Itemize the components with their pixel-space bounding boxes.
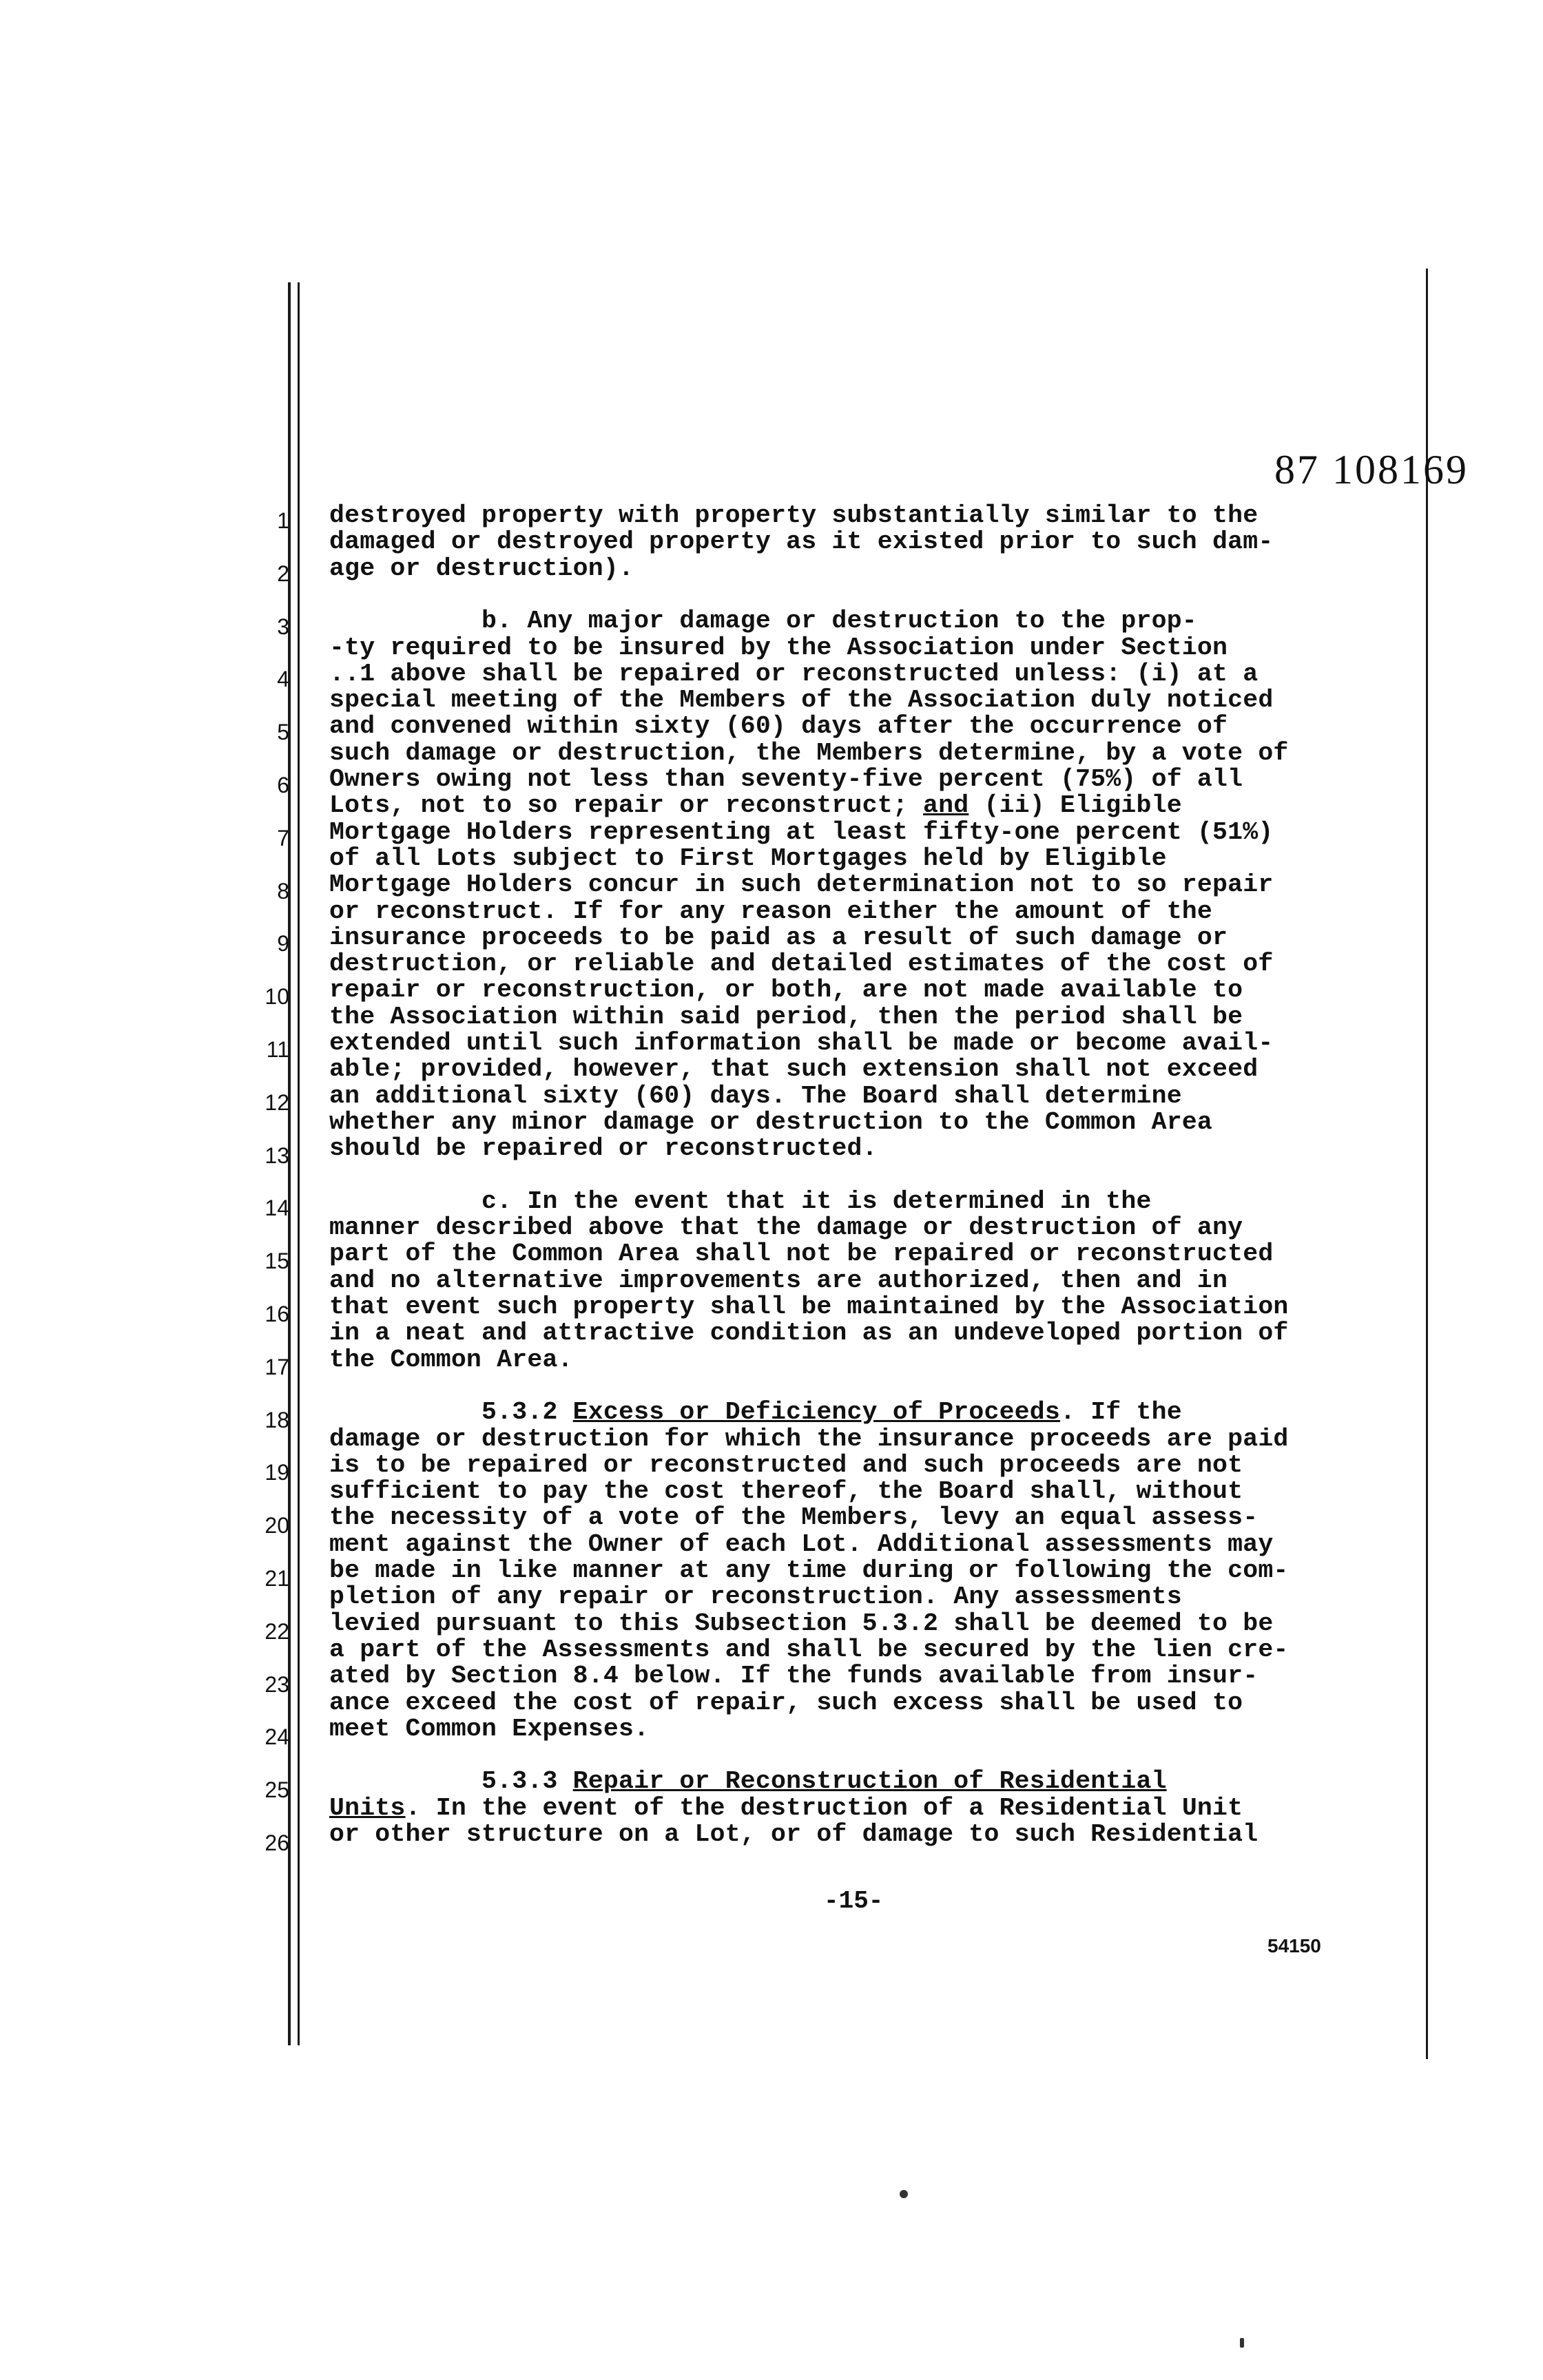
line-number: 5 (277, 720, 289, 744)
text-line: meet Common Expenses. (329, 1714, 650, 1743)
text-line: b. Any major damage or destruction to the prop- (329, 607, 1197, 636)
text-line: should be repaired or reconstructed. (329, 1134, 878, 1163)
document-code: 54150 (1267, 1935, 1321, 1956)
line-number: 13 (265, 1143, 289, 1168)
line-number: 25 (265, 1777, 289, 1802)
text-line: c. In the event that it is determined in the (329, 1187, 1152, 1215)
text-line: or reconstruct. If for any reason either the amount of the (329, 897, 1213, 926)
line-number: 11 (266, 1037, 289, 1062)
text-line: ated by Section 8.4 below. If the funds available from insur- (329, 1662, 1259, 1691)
text-line: -ty required to be insured by the Association under Section (329, 633, 1228, 662)
text-line: age or destruction). (329, 554, 634, 583)
text-line: the Association within said period, then the period shall be (329, 1002, 1243, 1031)
line-number: 16 (265, 1302, 289, 1326)
line-number: 22 (265, 1619, 289, 1644)
line-number: 2 (277, 561, 289, 586)
text-line: Owners owing not less than seventy-five percent (75%) of all (329, 765, 1243, 793)
text-line: whether any minor damage or destruction to the Common Area (329, 1107, 1213, 1136)
text-line: such damage or destruction, the Members determine, by a vote of (329, 738, 1289, 767)
text-line: destruction, or reliable and detailed estimates of the cost of (329, 950, 1274, 979)
right-margin-rule (1426, 269, 1428, 2059)
text-line: and no alternative improvements are authorized, then and in (329, 1266, 1228, 1295)
text-line: in a neat and attractive condition as an undeveloped portion of (329, 1319, 1289, 1348)
text-line: Mortgage Holders concur in such determination not to so repair (329, 870, 1274, 899)
line-number: 6 (277, 773, 289, 797)
text-line: extended until such information shall be made or become avail- (329, 1029, 1274, 1057)
line-number: 3 (277, 614, 289, 639)
text-line: damaged or destroyed property as it existed prior to such dam- (329, 528, 1274, 556)
left-margin-rule-inner (298, 282, 300, 2045)
text-line: ..1 above shall be repaired or reconstructed unless: (i) at a (329, 659, 1259, 688)
line-number: 7 (277, 826, 289, 850)
page-number: -15- (824, 1887, 884, 1915)
line-number: 23 (265, 1672, 289, 1697)
text-line: repair or reconstruction, or both, are not made available to (329, 976, 1243, 1005)
text-line: Lots, not to so repair or reconstruct; and (ii) Eligible (329, 791, 1182, 820)
scan-speck (1240, 2338, 1244, 2348)
line-number: 1 (277, 508, 289, 533)
text-line: a part of the Assessments and shall be secured by the lien cre- (329, 1635, 1289, 1664)
line-number: 21 (265, 1566, 289, 1591)
line-number: 24 (265, 1724, 289, 1749)
line-number: 17 (265, 1355, 289, 1379)
text-line: manner described above that the damage or destruction of any (329, 1213, 1243, 1242)
text-line: destroyed property with property substantially similar to the (329, 501, 1259, 530)
line-number: 9 (277, 931, 289, 956)
text-line: the Common Area. (329, 1345, 573, 1374)
text-line: is to be repaired or reconstructed and such proceeds are not (329, 1450, 1243, 1479)
text-line: Mortgage Holders representing at least fifty-one percent (51%) (329, 817, 1274, 846)
line-number: 19 (265, 1460, 289, 1485)
text-line: damage or destruction for which the insurance proceeds are paid (329, 1424, 1289, 1453)
text-line: be made in like manner at any time during or following the com- (329, 1556, 1289, 1585)
text-line: levied pursuant to this Subsection 5.3.2 shall be deemed to be (329, 1609, 1274, 1638)
text-line: part of the Common Area shall not be repaired or reconstructed (329, 1240, 1274, 1269)
line-number: 10 (265, 984, 289, 1009)
text-line: special meeting of the Members of the Association duly noticed (329, 686, 1274, 715)
text-line: able; provided, however, that such extension shall not exceed (329, 1055, 1259, 1084)
line-number: 26 (265, 1830, 289, 1855)
scan-speck (900, 2190, 908, 2198)
text-line: 5.3.3 Repair or Reconstruction of Residential (329, 1767, 1167, 1796)
line-number: 20 (265, 1513, 289, 1538)
text-line: and convened within sixty (60) days after the occurrence of (329, 712, 1228, 741)
line-number: 14 (265, 1196, 289, 1220)
line-number: 4 (277, 667, 289, 691)
text-line: of all Lots subject to First Mortgages held by Eligible (329, 844, 1167, 873)
text-line: pletion of any repair or reconstruction. Any assessments (329, 1583, 1182, 1611)
text-line: that event such property shall be maintained by the Association (329, 1293, 1289, 1321)
line-number: 18 (265, 1408, 289, 1432)
line-number: 15 (265, 1249, 289, 1273)
text-line: ance exceed the cost of repair, such excess shall be used to (329, 1688, 1243, 1717)
text-line: the necessity of a vote of the Members, levy an equal assess- (329, 1503, 1259, 1532)
recording-number: 87 108169 (1274, 447, 1469, 492)
line-number: 12 (265, 1090, 289, 1115)
line-number: 8 (277, 879, 289, 904)
text-line: 5.3.2 Excess or Deficiency of Proceeds. If the (329, 1398, 1182, 1427)
text-line: ment against the Owner of each Lot. Additional assessments may (329, 1530, 1274, 1558)
text-line: insurance proceeds to be paid as a result of such damage or (329, 923, 1228, 952)
text-line: Units. In the event of the destruction of a Residential Unit (329, 1793, 1243, 1822)
text-line: an additional sixty (60) days. The Board shall determine (329, 1081, 1182, 1110)
text-line: or other structure on a Lot, or of damage to such Residential (329, 1820, 1259, 1848)
text-line: sufficient to pay the cost thereof, the Board shall, without (329, 1477, 1243, 1506)
